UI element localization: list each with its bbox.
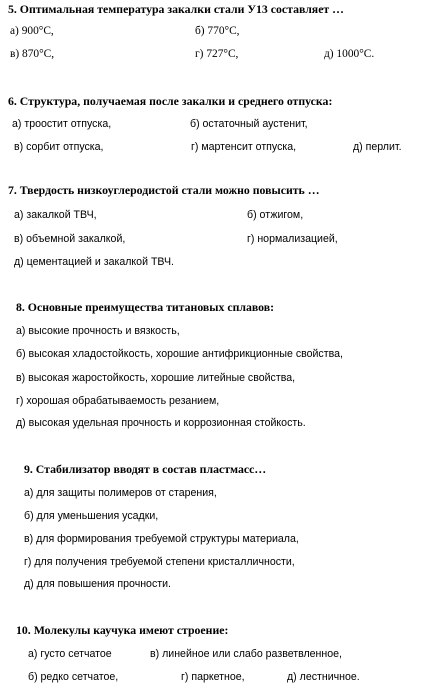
question-9-option-a: а) для защиты полимеров от старения, [24,487,217,499]
question-8-option-b: б) высокая хладостойкость, хорошие антифрикционные свойства, [16,348,343,360]
question-9-option-b: б) для уменьшения усадки, [24,510,159,522]
question-10-option-c: б) редко сетчатое, [28,671,119,683]
question-7-option-e: д) цементацией и закалкой ТВЧ. [14,256,175,268]
question-7-option-d: г) нормализацией, [247,233,338,245]
question-9-option-e: д) для повышения прочности. [24,578,171,590]
question-8-option-a: а) высокие прочность и вязкость, [16,325,180,337]
question-9-option-d: г) для получения требуемой степени кристалличности, [24,556,295,568]
question-8-title: 8. Основные преимущества титановых сплавов: [16,300,275,314]
question-5-title: 5. Оптимальная температура закалки стали У13 составляет … [8,2,344,16]
question-6-option-a: а) троостит отпуска, [12,118,112,130]
question-10-option-a: а) густо сетчатое [28,648,112,660]
question-6-option-e: д) перлит. [353,141,402,153]
question-8-option-e: д) высокая удельная прочность и коррозионная стойкость. [16,417,306,429]
question-5-option-e: д) 1000°C. [324,48,375,60]
question-10-option-e: д) лестничное. [287,671,360,683]
question-9-title: 9. Стабилизатор вводят в состав пластмасс… [24,462,267,476]
question-9-option-c: в) для формирования требуемой структуры материала, [24,533,299,545]
question-5-option-c: в) 870°C, [10,48,55,60]
question-7-option-c: в) объемной закалкой, [14,233,126,245]
question-10-option-d: г) паркетное, [181,671,245,683]
question-8-option-c: в) высокая жаростойкость, хорошие литейные свойства, [16,372,296,384]
question-6-option-d: г) мартенсит отпуска, [191,141,297,153]
question-10-title: 10. Молекулы каучука имеют строение: [16,623,229,637]
question-6-option-b: б) остаточный аустенит, [190,118,308,130]
question-5-option-b: б) 770°C, [195,25,240,37]
question-7-title: 7. Твердость низкоуглеродистой стали можно повысить … [8,183,320,197]
question-5-option-a: а) 900°C, [10,25,54,37]
question-7-option-a: а) закалкой ТВЧ, [14,209,97,221]
question-6-option-c: в) сорбит отпуска, [14,141,104,153]
question-8-option-d: г) хорошая обрабатываемость резанием, [16,395,220,407]
question-10-option-b: в) линейное или слабо разветвленное, [150,648,342,660]
question-6-title: 6. Структура, получаемая после закалки и среднего отпуска: [8,94,333,108]
question-7-option-b: б) отжигом, [247,209,304,221]
question-5-option-d: г) 727°C, [195,48,239,60]
